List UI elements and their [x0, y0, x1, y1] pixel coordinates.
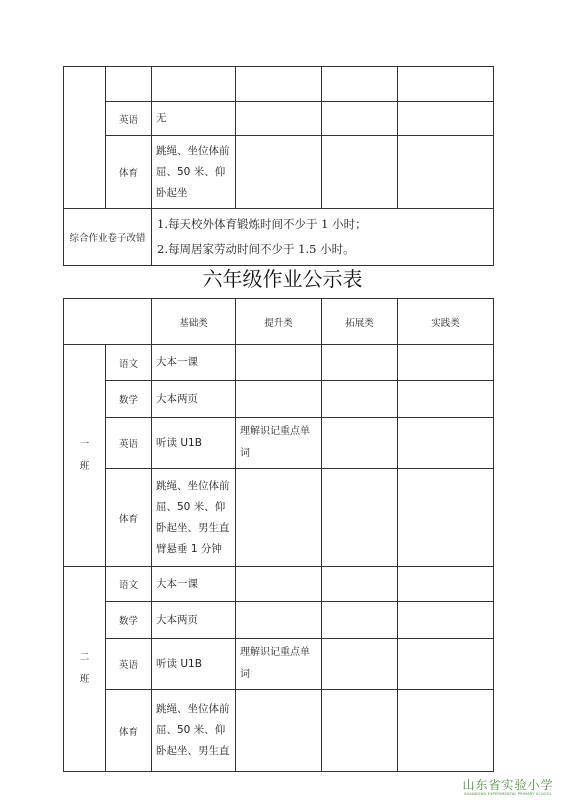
header-practice: 实践类 [398, 299, 494, 345]
class-char: 二 [79, 652, 90, 663]
summary-text [152, 209, 494, 266]
table-row [64, 639, 494, 690]
basic-cell: 大本两页 [152, 602, 236, 639]
subject-cell: 体育 [106, 469, 152, 567]
advanced-cell [236, 345, 322, 381]
class-cell-1 [64, 345, 106, 567]
subject-cell [106, 67, 152, 102]
grade6-homework-table [63, 298, 494, 772]
basic-cell: 听读 U1B [152, 639, 236, 690]
table-row [64, 567, 494, 602]
class-char: 一 [79, 438, 90, 450]
subject-cell: 英语 [106, 639, 152, 690]
subject-cell: 英语 [106, 418, 152, 469]
summary-label: 综合作业卷子改错 [64, 209, 152, 266]
top-homework-table [63, 66, 494, 266]
basic-cell: 大本一课 [152, 345, 236, 381]
header-extended: 拓展类 [322, 299, 398, 345]
table-row [64, 418, 494, 469]
class-char: 班 [79, 674, 90, 685]
page-title: 六年级作业公示表 [202, 267, 363, 291]
subject-cell: 语文 [106, 345, 152, 381]
subject-cell: 体育 [106, 690, 152, 772]
advanced-cell [236, 469, 322, 567]
advanced-cell [236, 690, 322, 772]
school-logo [458, 778, 558, 800]
advanced-cell [236, 602, 322, 639]
basic-cell [152, 67, 236, 102]
summary-line-2: 2.每周居家劳动时间不少于 1.5 小时。 [157, 242, 355, 256]
class-cell [64, 67, 106, 209]
basic-cell: 跳绳、坐位体前屈、50 米、仰卧起坐、男生直 [152, 690, 236, 772]
table-row [64, 102, 494, 136]
basic-cell: 听读 U1B [152, 418, 236, 469]
subject-cell: 英语 [106, 102, 152, 136]
subject-cell: 语文 [106, 567, 152, 602]
advanced-cell: 理解识记重点单词 [236, 418, 322, 469]
basic-cell: 大本两页 [152, 381, 236, 418]
advanced-cell [236, 567, 322, 602]
class-cell-2 [64, 567, 106, 772]
summary-line-1: 1.每天校外体育锻炼时间不少于 1 小时； [157, 217, 367, 231]
basic-cell: 跳绳、坐位体前屈、50 米、仰卧起坐 [152, 136, 236, 209]
table-row [64, 136, 494, 209]
subject-cell: 数学 [106, 381, 152, 418]
header-empty [64, 299, 152, 345]
basic-cell: 跳绳、坐位体前屈、50 米、仰卧起坐、男生直臂悬垂 1 分钟 [152, 469, 236, 567]
table-row [64, 469, 494, 567]
basic-cell: 大本一课 [152, 567, 236, 602]
table-row [64, 602, 494, 639]
table-row [64, 67, 494, 102]
school-logo-english: SHANDONG EXPERIMENTAL PRIMARY SCHOOL [464, 792, 552, 796]
subject-cell: 数学 [106, 602, 152, 639]
table-row [64, 345, 494, 381]
advanced-cell [236, 381, 322, 418]
school-logo-name: 山东省实验小学 [462, 778, 554, 792]
header-row [64, 299, 494, 345]
header-basic: 基础类 [152, 299, 236, 345]
advanced-cell: 理解识记重点单词 [236, 639, 322, 690]
class-char: 班 [79, 460, 90, 472]
basic-cell: 无 [152, 102, 236, 136]
header-advanced: 提升类 [236, 299, 322, 345]
table-row [64, 690, 494, 772]
table-row [64, 381, 494, 418]
subject-cell: 体育 [106, 136, 152, 209]
summary-row [64, 209, 494, 266]
